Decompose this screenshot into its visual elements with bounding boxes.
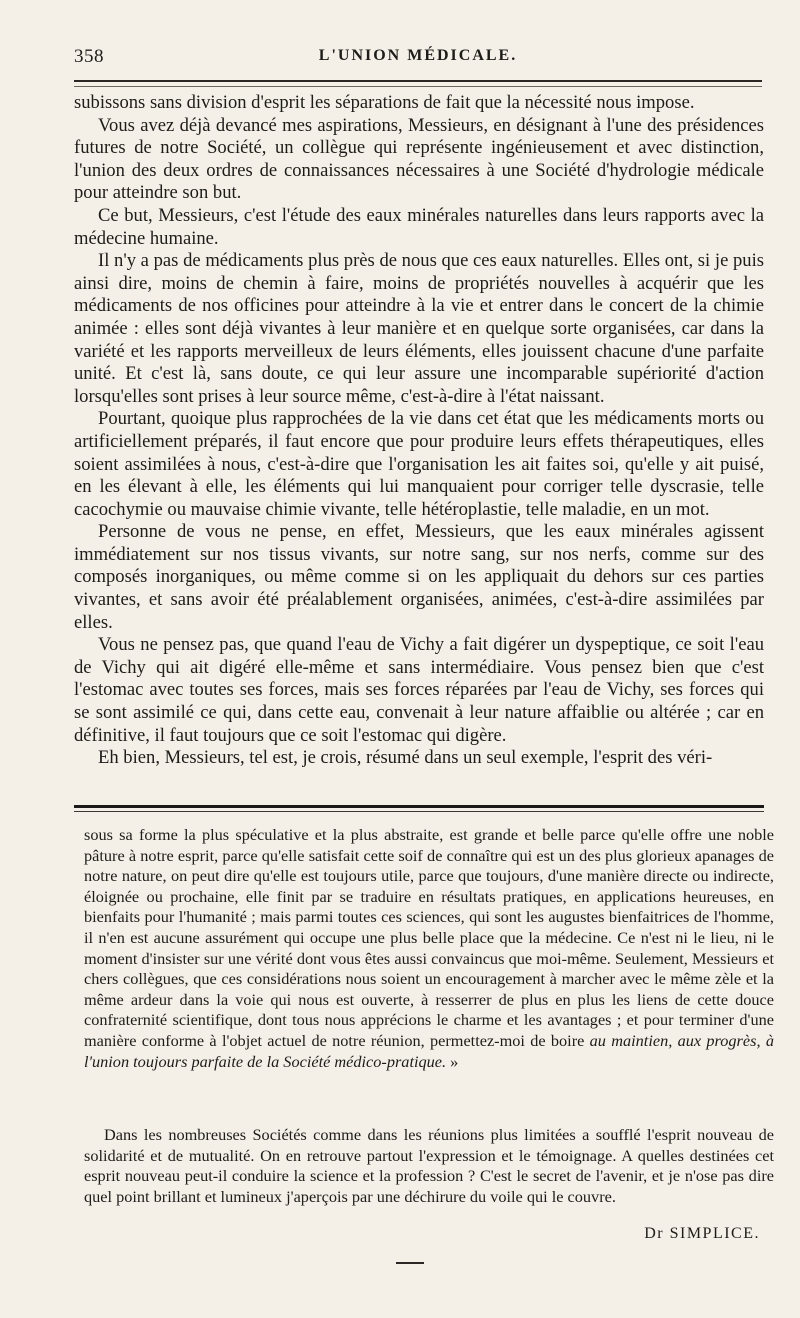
paragraph: Vous avez déjà devancé mes aspirations, Messieurs, en désignant à l'une des présidences futures de notre Société, un collègue qui représente ingénieusement et avec distinction, l'union des deux ordres de connaissances nécessaires à une Société d'hydrologie médicale pour atteindre son but. xyxy=(74,114,764,204)
closing-paragraph: Dans les nombreuses Sociétés comme dans les réunions plus limitées a soufflé l'esprit nouveau de solidarité et de mutualité. On en retrouve partout l'expression et le témoignage. A quelles destinées cet esprit nouveau peut-il conduire la science et la profession ? C'est le secret de l'avenir, et je n'ose pas dire quel point brillant et lumineux j'aperçois par une déchirure du voile qui le couvre. xyxy=(84,1125,774,1206)
quote-closing-mark: » xyxy=(446,1051,459,1071)
paragraph: Vous ne pensez pas, que quand l'eau de Vichy a fait digérer un dyspeptique, ce soit l'eau de Vichy qui ait digéré elle-même et sans intermédiaire. Vous pensez bien que c'est l'estomac avec toutes ses forces, mais ses forces réparées par l'eau de Vichy, ses forces qui se sont assimilé ce qui, dans cette eau, convenait à leur nature affaiblie ou altérée ; car en définitive, il faut toujours que ce soit l'estomac qui digère. xyxy=(74,634,764,746)
section-divider-thin xyxy=(74,811,764,812)
paragraph: Personne de vous ne pense, en effet, Messieurs, que les eaux minérales agissent immédiatement sur nos tissus vivants, sur notre sang, sur nos nerfs, comme sur des composés inorganiques, ou même comme si on les appliquait du dehors sur ces parties vivantes, et sans avoir été préalablement organisées, animées, c'est-à-dire assimilées par elles. xyxy=(74,521,764,633)
running-head xyxy=(74,46,762,72)
section-divider xyxy=(74,805,764,808)
quote-toast: au maintien, aux progrès, à l'union toujours parfaite de la Société médico-pratique. xyxy=(84,1030,774,1071)
author-signature: Dr SIMPLICE. xyxy=(644,1225,760,1242)
quote-paragraph xyxy=(84,825,774,1072)
paragraph: subissons sans division d'esprit les séparations de fait que la nécessité nous impose. xyxy=(74,92,695,113)
paragraph: Pourtant, quoique plus rapprochées de la vie dans cet état que les médicaments morts ou artificiellement préparés, il faut encore que pour produire leurs effets thérapeutiques, elles soient assimilées à nous, c'est-à-dire que l'organisation les ait faites soi, qu'elle y ait puisé, en les élevant à elle, les éléments qui lui manquaient pour corriger telle dyscrasie, telle cacochymie ou mauvaise chimie vivante, telle hétéroplastie, telle maladie, en un mot. xyxy=(74,408,764,520)
paragraph: Il n'y a pas de médicaments plus près de nous que ces eaux naturelles. Elles ont, si je puis ainsi dire, moins de chemin à faire, moins de propriétés nouvelles à acquérir que les médicaments de nos officines pour atteindre à la vie et entrer dans le concert de la chimie animée : elles sont déjà vivantes à leur manière et en quelque sorte organisées, car dans la variété et les rapports merveilleux de leurs éléments, elles jouissent chacune d'une parfaite unité. Et c'est là, sans doute, ce qui leur assure une incomparable supériorité d'action lorsqu'elles sont prises à leur source même, c'est-à-dire à l'état naissant. xyxy=(74,250,764,407)
closing-section xyxy=(84,1125,774,1207)
header-rule xyxy=(74,80,762,82)
end-rule xyxy=(396,1262,424,1264)
header-rule-thin xyxy=(74,86,762,87)
journal-title: L'UNION MÉDICALE. xyxy=(318,47,518,64)
main-text xyxy=(74,92,764,770)
page-number: 358 xyxy=(74,46,104,67)
quoted-speech xyxy=(84,825,774,1072)
paragraph: Eh bien, Messieurs, tel est, je crois, résumé dans un seul exemple, l'esprit des véri- xyxy=(98,747,713,769)
paragraph: Ce but, Messieurs, c'est l'étude des eaux minérales naturelles dans leurs rapports avec la médecine humaine. xyxy=(74,204,764,249)
quote-text: sous sa forme la plus spéculative et la plus abstraite, est grande et belle parce qu'elle offre une noble pâture à notre esprit, parce qu'elle satisfait cette soif de connaître qui est un des plus glorieux apanages de notre nature, on peut dire qu'elle est toujours utile, parce que toujours, d'une manière directe ou indirecte, éloignée ou prochaine, elle finit par se traduire en résultats pratiques, en applications heureuses, en bienfaits pour l'humanité ; mais parmi toutes ces sciences, qui sont les augustes bienfaitrices de l'homme, il n'en est aucune assurément qui occupe une plus belle place que la médecine. Ce n'est ni le lieu, ni le moment d'insister sur une vérité dont vous êtes aussi convaincus que moi-même. Seulement, Messieurs et chers collègues, que ces considérations nous soient un encouragement à marcher avec le même zèle et la même ardeur dans la voie qui nous est ouverte, à resserrer de plus en plus les liens de cette douce confraternité scientifique, dont tous nous apprécions le charme et les avantages ; et pour terminer d'une manière conforme à l'objet actuel de notre réunion, permettez-moi de boire xyxy=(84,825,774,1050)
